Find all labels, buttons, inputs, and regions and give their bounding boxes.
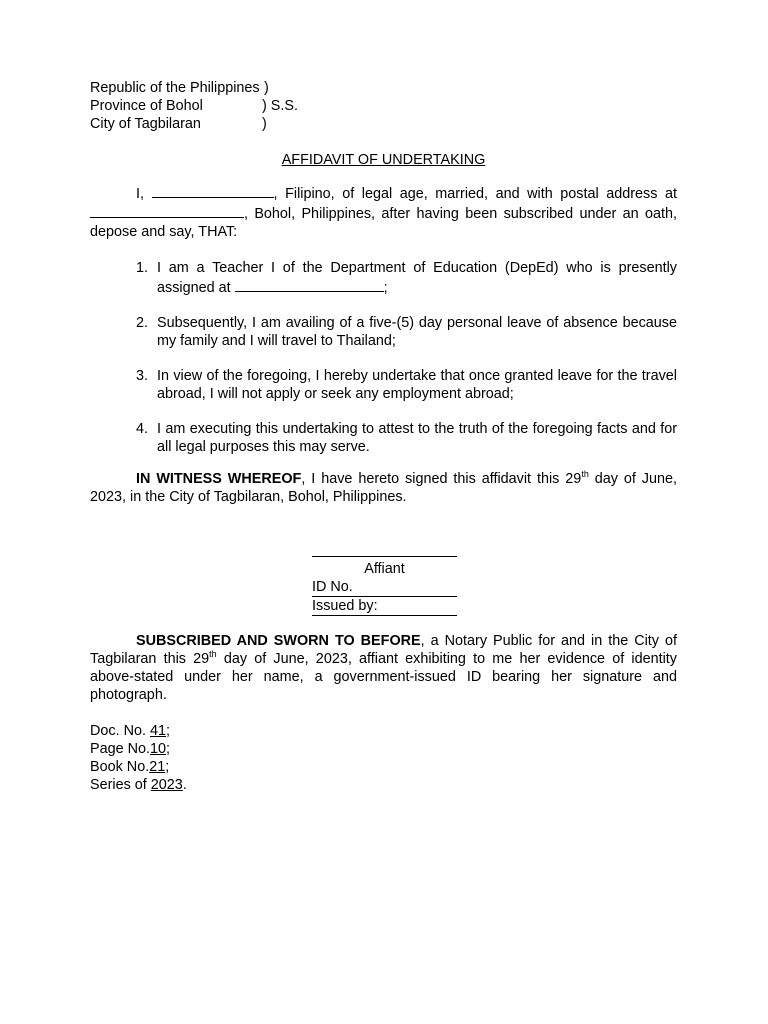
item-number: 3. <box>136 368 149 384</box>
issued-by-field <box>312 597 457 616</box>
intro-text: , Filipino, of legal age, married, and with postal address at <box>273 186 677 202</box>
venue-block <box>90 79 677 133</box>
series-year <box>90 776 677 794</box>
undertakings-list <box>90 259 677 456</box>
page-number <box>90 740 677 758</box>
doc-label: Doc. No. <box>90 723 150 739</box>
punct: ; <box>166 741 171 757</box>
jurat-text: , a Notary Public for and in the City of Tagbilaran this 29 <box>90 633 677 667</box>
series-label: Series of <box>90 777 151 793</box>
witness-text: day of June, 2023, in the City of Tagbilaran, Bohol, Philippines. <box>90 471 678 505</box>
list-item <box>90 314 677 350</box>
document-title: AFFIDAVIT OF UNDERTAKING <box>281 152 486 168</box>
jurat-heading: SUBSCRIBED AND SWORN TO BEFORE <box>136 633 421 649</box>
venue-label: City of Tagbilaran <box>90 116 201 132</box>
item-text: Subsequently, I am availing of a five-(5) day personal leave of absence because my family and I will travel to Thailand; <box>157 315 677 349</box>
witness-text: , I have hereto signed this affidavit this 29 <box>301 471 582 487</box>
witness-ordinal: th <box>581 469 589 479</box>
id-number-label: ID No. <box>312 579 353 595</box>
signature-line <box>312 547 457 557</box>
venue-line-city <box>90 115 677 133</box>
punct: . <box>182 777 187 793</box>
page-value: 10 <box>150 741 167 757</box>
id-number-field <box>312 578 457 597</box>
venue-mark: ) <box>262 116 267 132</box>
item-number: 2. <box>136 315 149 331</box>
issued-by-label: Issued by: <box>312 598 378 614</box>
punct: ; <box>165 759 170 775</box>
doc-number <box>90 722 677 740</box>
venue-line-republic <box>90 79 677 97</box>
venue-mark: ) <box>264 80 269 96</box>
list-item <box>90 420 677 456</box>
item-number: 1. <box>136 260 149 276</box>
punct: ; <box>166 723 170 739</box>
item-text: I am a Teacher I of the Department of Education (DepEd) who is presently assigned at <box>157 260 677 296</box>
list-item <box>90 259 677 297</box>
list-item <box>90 367 677 403</box>
address-blank <box>90 203 244 218</box>
item-text: I am executing this undertaking to attest to the truth of the foregoing facts and for all legal purposes this may serve. <box>157 421 677 455</box>
venue-mark: ) S.S. <box>262 98 298 114</box>
doc-value: 41 <box>149 723 166 739</box>
item-text: ; <box>383 280 388 296</box>
jurat-paragraph <box>90 632 677 704</box>
jurat-text: day of June, 2023, affiant exhibiting to me her evidence of identity above-stated under her name, a government-issued ID bearing her signature and photograph. <box>90 651 677 703</box>
assignment-blank <box>235 277 384 292</box>
affiant-label: Affiant <box>364 561 405 577</box>
witness-heading: IN WITNESS WHEREOF <box>136 471 302 487</box>
jurat-ordinal: th <box>209 649 217 659</box>
venue-line-province <box>90 97 677 115</box>
venue-label: Province of Bohol <box>90 98 203 114</box>
affidavit-document <box>90 79 677 794</box>
book-value: 21 <box>149 759 166 775</box>
venue-label: Republic of the Philippines <box>90 80 260 96</box>
book-label: Book No. <box>90 759 150 775</box>
notarial-docket <box>90 722 677 794</box>
witness-paragraph <box>90 470 677 506</box>
intro-text: , Bohol, Philippines, after having been subscribed under an oath, depose and say, THAT: <box>90 206 677 240</box>
signature-block <box>312 547 457 616</box>
name-blank <box>152 183 274 198</box>
series-value: 2023 <box>150 777 183 793</box>
intro-text: I, <box>136 186 152 202</box>
item-text: In view of the foregoing, I hereby undertake that once granted leave for the travel abroad, I will not apply or seek any employment abroad; <box>157 368 677 402</box>
book-number <box>90 758 677 776</box>
item-number: 4. <box>136 421 149 437</box>
page-label: Page No. <box>90 741 151 757</box>
intro-paragraph <box>90 183 677 241</box>
